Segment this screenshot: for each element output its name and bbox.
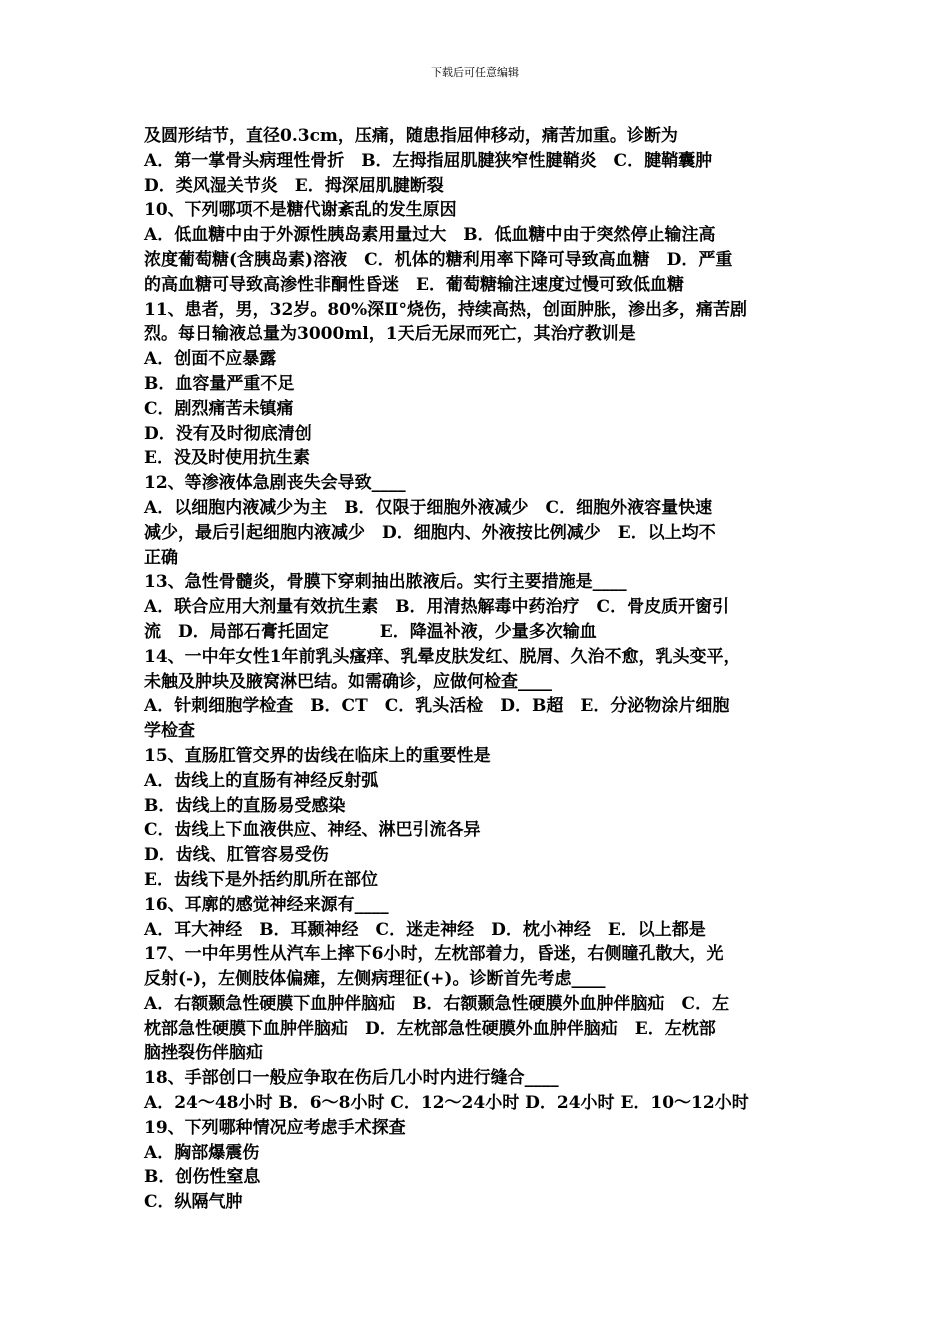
text-line: 枕部急性硬膜下血肿伴脑疝 D．左枕部急性硬膜外血肿伴脑疝 E．左枕部 xyxy=(144,1018,716,1039)
text-line: 流 D．局部石膏托固定 E．降温补液，少量多次输血 xyxy=(144,621,597,642)
text-line: A．右额颞急性硬膜下血肿伴脑疝 B．右额颞急性硬膜外血肿伴脑疝 C．左 xyxy=(144,993,730,1014)
text-line: 11、患者，男，32岁。80%深Ⅱ°烧伤，持续高热，创面肿胀，渗出多，痛苦剧 xyxy=(144,299,747,320)
text-line: 12、等渗液体急剧丧失会导致____ xyxy=(144,473,406,494)
text-line: A．24～48小时 B．6～8小时 C．12～24小时 D．24小时 E．10～12小时 xyxy=(144,1093,749,1114)
text-line: C．齿线上下血液供应、神经、淋巴引流各异 xyxy=(144,820,481,841)
text-line: 学检查 xyxy=(144,721,195,742)
text-line: A．耳大神经 B．耳颞神经 C．迷走神经 D．枕小神经 E．以上都是 xyxy=(144,919,706,940)
text-line: 18、手部创口一般应争取在伤后几小时内进行缝合____ xyxy=(144,1068,559,1089)
text-line: 反射(-)，左侧肢体偏瘫，左侧病理征(+)。诊断首先考虑____ xyxy=(144,969,606,990)
document-body xyxy=(144,124,812,1215)
page-header: 下载后可任意编辑 xyxy=(431,66,519,79)
text-line: D．没有及时彻底清创 xyxy=(144,423,312,444)
text-line: 14、一中年女性1年前乳头瘙痒、乳晕皮肤发红、脱屑、久治不愈，乳头变平， xyxy=(144,646,741,667)
text-line: 烈。每日输液总量为3000ml，1天后无尿而死亡，其治疗教训是 xyxy=(144,324,636,345)
text-line: 及圆形结节，直径0.3cm，压痛，随患指屈伸移动，痛苦加重。诊断为 xyxy=(144,126,678,146)
text-line: A．联合应用大剂量有效抗生素 B．用清热解毒中药治疗 C．骨皮质开窗引 xyxy=(144,597,730,618)
text-line: A．胸部爆震伤 xyxy=(144,1142,260,1163)
text-line: B．创伤性窒息 xyxy=(144,1167,261,1188)
text-line: E．齿线下是外括约肌所在部位 xyxy=(144,869,378,890)
text-line: 减少，最后引起细胞内液减少 D．细胞内、外液按比例减少 E．以上均不 xyxy=(144,522,716,543)
text-line: C．纵隔气肿 xyxy=(144,1192,243,1213)
text-line: D．齿线、肛管容易受伤 xyxy=(144,845,329,866)
text-line: B．齿线上的直肠易受感染 xyxy=(144,795,346,816)
text-line: E．没及时使用抗生素 xyxy=(144,448,310,469)
text-line: 浓度葡萄糖(含胰岛素)溶液 C．机体的糖利用率下降可导致高血糖 D．严重 xyxy=(144,249,733,270)
text-line: B．血容量严重不足 xyxy=(144,373,295,394)
text-line: 15、直肠肛管交界的齿线在临床上的重要性是 xyxy=(144,745,491,766)
text-line: 未触及肿块及腋窝淋巴结。如需确诊，应做何检查____ xyxy=(144,671,552,692)
text-line: 16、耳廓的感觉神经来源有____ xyxy=(144,894,389,915)
text-line: A．以细胞内液减少为主 B．仅限于细胞外液减少 C．细胞外液容量快速 xyxy=(144,497,713,518)
text-line: 13、急性骨髓炎，骨膜下穿刺抽出脓液后。实行主要措施是____ xyxy=(144,572,627,593)
text-line: A．齿线上的直肠有神经反射弧 xyxy=(144,770,379,791)
text-line: A．针刺细胞学检查 B．CT C．乳头活检 D．B超 E．分泌物涂片细胞 xyxy=(144,696,730,717)
text-line: 19、下列哪种情况应考虑手术探查 xyxy=(144,1117,406,1138)
text-line: 10、下列哪项不是糖代谢紊乱的发生原因 xyxy=(144,200,457,221)
text-line: C．剧烈痛苦未镇痛 xyxy=(144,398,294,419)
text-line: 正确 xyxy=(144,547,178,568)
text-line: D．类风湿关节炎 E．拇深屈肌腱断裂 xyxy=(144,175,444,196)
text-line: A．低血糖中由于外源性胰岛素用量过大 B．低血糖中由于突然停止输注高 xyxy=(144,225,716,246)
text-line: 的高血糖可导致高渗性非酮性昏迷 E．葡萄糖输注速度过慢可致低血糖 xyxy=(144,274,684,295)
text-line: 17、一中年男性从汽车上摔下6小时，左枕部着力，昏迷，右侧瞳孔散大，光 xyxy=(144,944,724,965)
text-line: A．第一掌骨头病理性骨折 B．左拇指屈肌腱狭窄性腱鞘炎 C．腱鞘囊肿 xyxy=(144,150,713,171)
text-line: A．创面不应暴露 xyxy=(144,349,277,370)
text-line: 脑挫裂伤伴脑疝 xyxy=(144,1043,263,1064)
